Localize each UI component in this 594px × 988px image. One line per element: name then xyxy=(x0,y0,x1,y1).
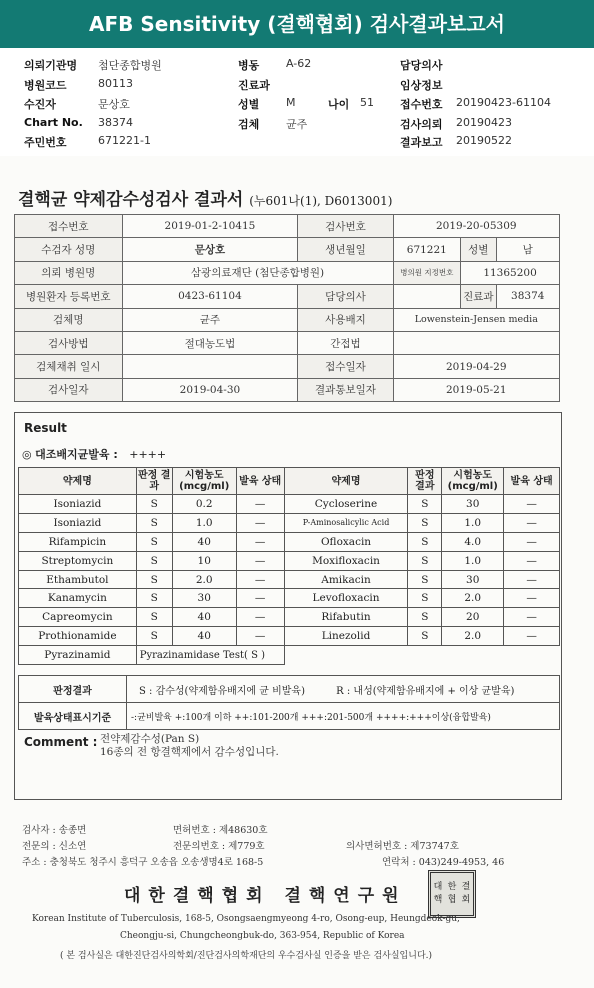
info-label: 검체명 xyxy=(15,308,123,331)
judge-legend-label: 판정결과 xyxy=(19,676,127,703)
col-conc: 시험농도 (mcg/ml) xyxy=(442,468,504,495)
footer-specialist-no: 전문의번호 : 제779호 xyxy=(173,841,265,852)
header-label: 의뢰기관명 xyxy=(24,59,78,72)
drug-judge: S xyxy=(136,570,172,589)
official-seal xyxy=(428,870,476,918)
drug-conc: 40 xyxy=(172,627,236,646)
table-row xyxy=(19,570,560,589)
judge-legend-s: S : 감수성(약제함유배지에 균 비발육) xyxy=(139,685,305,697)
pza-result: Pyrazinamidase Test( S ) xyxy=(136,646,284,665)
drug-judge: S xyxy=(408,608,442,627)
header-value: 균주 xyxy=(286,118,308,131)
drug-name: Ofloxacin xyxy=(284,532,408,551)
header-label: 수진자 xyxy=(24,98,56,111)
header-value: 20190522 xyxy=(456,134,512,147)
drug-name: Moxifloxacin xyxy=(284,551,408,570)
drug-conc: 30 xyxy=(442,570,504,589)
col-drug: 약제명 xyxy=(284,468,408,495)
header-label: 접수번호 xyxy=(400,98,443,111)
info-value: 남 xyxy=(496,238,559,261)
drug-conc: 2.0 xyxy=(172,570,236,589)
info-label: 사용배지 xyxy=(298,308,393,331)
drug-name: Amikacin xyxy=(284,570,408,589)
drug-name: Isoniazid xyxy=(19,495,137,514)
info-label: 병의원 지정번호 xyxy=(393,261,461,284)
drug-conc: 30 xyxy=(172,589,236,608)
col-judge: 판정 결과 xyxy=(408,468,442,495)
header-label: 검사의뢰 xyxy=(400,118,443,131)
header-label: Chart No. xyxy=(24,116,83,129)
footer-phone: 연락처 : 043)249-4953, 46 xyxy=(382,857,505,868)
seal-char: 회 xyxy=(461,895,471,905)
drug-conc: 30 xyxy=(442,495,504,514)
drug-name: Rifabutin xyxy=(284,608,408,627)
certification-note: ( 본 검사실은 대한진단검사의학회/진단검사의학재단의 우수검사실 인증을 받은 검사실입니다.) xyxy=(60,951,433,961)
target-circle-icon: ◎ xyxy=(22,448,32,461)
control-growth-value: ++++ xyxy=(129,448,167,461)
drug-judge: S xyxy=(136,608,172,627)
header-value: 671221-1 xyxy=(98,134,151,147)
info-value: 간접법 xyxy=(298,331,393,354)
header-value: 첨단종합병원 xyxy=(98,59,162,72)
info-label: 생년월일 xyxy=(298,238,393,261)
info-label: 담당의사 xyxy=(298,285,393,308)
drug-judge: S xyxy=(408,513,442,532)
header-value: 51 xyxy=(360,96,374,109)
info-value xyxy=(393,285,461,308)
drug-growth: — xyxy=(236,570,284,589)
info-value: 2019-01-2-10415 xyxy=(122,215,298,238)
drug-judge: S xyxy=(408,570,442,589)
info-value: 671221 xyxy=(393,238,461,261)
result-title: Result xyxy=(24,421,67,435)
drug-growth: — xyxy=(504,627,560,646)
seal-char: 핵 xyxy=(433,895,443,905)
info-value: 11365200 xyxy=(461,261,560,284)
drug-judge: S xyxy=(408,532,442,551)
report-banner: AFB Sensitivity (결핵협회) 검사결과보고서 xyxy=(0,0,594,48)
drug-growth: — xyxy=(236,513,284,532)
drug-judge: S xyxy=(136,627,172,646)
comment-line: 16종의 전 항결핵제에서 감수성입니다. xyxy=(100,746,279,758)
seal-char: 협 xyxy=(447,895,457,905)
info-value: 균주 xyxy=(122,308,298,331)
organization-address-en: Cheongju-si, Chungcheongbuk-do, 363-954, Republic of Korea xyxy=(120,931,405,941)
seal-char: 대 xyxy=(433,882,443,892)
info-empty xyxy=(393,331,559,354)
header-value: 20190423 xyxy=(456,116,512,129)
seal-char: 한 xyxy=(447,882,457,892)
drug-judge: S xyxy=(408,589,442,608)
footer-tester: 검사자 : 송종면 xyxy=(22,825,87,836)
drug-growth: — xyxy=(236,589,284,608)
info-value: 2019-20-05309 xyxy=(393,215,559,238)
header-value: 80113 xyxy=(98,77,133,90)
seal-char: 결 xyxy=(461,882,471,892)
drug-name: Kanamycin xyxy=(19,589,137,608)
info-label: 검체채취 일시 xyxy=(15,355,123,378)
drug-conc: 1.0 xyxy=(442,551,504,570)
header-value: 38374 xyxy=(98,116,133,129)
table-row xyxy=(19,646,560,665)
organization-address-en: Korean Institute of Tuberculosis, 168-5, Osongsaengmyeong 4-ro, Osong-eup, Heungdeok-gu, xyxy=(32,914,460,924)
drug-judge: S xyxy=(136,495,172,514)
legend-table xyxy=(18,675,560,730)
info-value: Lowenstein-Jensen media xyxy=(393,308,559,331)
header-label: 성별 xyxy=(238,98,260,111)
drug-growth: — xyxy=(236,495,284,514)
drug-growth: — xyxy=(504,551,560,570)
info-value: 2019-05-21 xyxy=(393,378,559,401)
info-value: 38374 xyxy=(496,285,559,308)
drug-judge: S xyxy=(136,513,172,532)
drug-conc: 2.0 xyxy=(442,627,504,646)
footer-doctor-license: 의사면허번호 : 제73747호 xyxy=(346,841,459,852)
request-header xyxy=(0,52,594,156)
table-row xyxy=(19,495,560,514)
info-value: 2019-04-29 xyxy=(393,355,559,378)
header-label: 임상정보 xyxy=(400,79,443,92)
info-value: 0423-61104 xyxy=(122,285,298,308)
drug-judge: S xyxy=(408,495,442,514)
info-label: 검사일자 xyxy=(15,378,123,401)
footer-tester-license: 면허번호 : 제48630호 xyxy=(173,825,268,836)
col-growth: 발육 상태 xyxy=(504,468,560,495)
comment-text xyxy=(100,733,279,759)
info-label: 의뢰 병원명 xyxy=(15,261,123,284)
footer-specialist: 전문의 : 신소연 xyxy=(22,841,87,852)
drug-conc: 1.0 xyxy=(442,513,504,532)
drug-name: Cycloserine xyxy=(284,495,408,514)
specimen-info-table xyxy=(14,214,560,402)
col-judge: 판정 결과 xyxy=(136,468,172,495)
drug-name: Isoniazid xyxy=(19,513,137,532)
info-label: 결과통보일자 xyxy=(298,378,393,401)
table-row xyxy=(19,608,560,627)
drug-name: P-Aminosalicylic Acid xyxy=(284,513,408,532)
drug-judge: S xyxy=(408,627,442,646)
grade-legend: -:균비발육 +:100개 이하 ++:101-200개 +++:201-500개 ++++:+++이상(융합발육) xyxy=(127,703,560,730)
header-label: 주민번호 xyxy=(24,136,67,149)
col-growth: 발육 상태 xyxy=(236,468,284,495)
drug-name: Streptomycin xyxy=(19,551,137,570)
control-growth-label: 대조배지균발육 : xyxy=(35,448,118,461)
judge-legend-r: R : 내성(약제함유배지에 + 이상 균발육) xyxy=(336,685,515,697)
header-value: M xyxy=(286,96,296,109)
info-label: 성별 xyxy=(461,238,496,261)
header-value: 문상호 xyxy=(98,98,130,111)
table-row xyxy=(19,513,560,532)
drug-name: Capreomycin xyxy=(19,608,137,627)
info-label: 진료과 xyxy=(461,285,496,308)
col-conc: 시험농도 (mcg/ml) xyxy=(172,468,236,495)
drug-name: Prothionamide xyxy=(19,627,137,646)
drug-conc: 2.0 xyxy=(442,589,504,608)
drug-growth: — xyxy=(504,532,560,551)
drug-name: Levofloxacin xyxy=(284,589,408,608)
organization-name: 대한결핵협회 결핵연구원 xyxy=(124,886,407,906)
drug-conc: 0.2 xyxy=(172,495,236,514)
header-label: 검체 xyxy=(238,118,260,131)
report-code: (누601나(1), D6013001) xyxy=(249,194,393,208)
info-label: 접수일자 xyxy=(298,355,393,378)
drug-conc: 40 xyxy=(172,532,236,551)
drug-conc: 4.0 xyxy=(442,532,504,551)
drug-name: Ethambutol xyxy=(19,570,137,589)
info-value: 문상호 xyxy=(122,238,298,261)
drug-judge: S xyxy=(136,532,172,551)
header-label: 담당의사 xyxy=(400,59,443,72)
info-label: 검사방법 xyxy=(15,331,123,354)
comment-line: 전약제감수성(Pan S) xyxy=(100,733,200,745)
drug-growth: — xyxy=(236,551,284,570)
header-label: 병원코드 xyxy=(24,79,67,92)
control-growth xyxy=(22,446,166,462)
drug-judge: S xyxy=(136,551,172,570)
drug-conc: 10 xyxy=(172,551,236,570)
drug-growth: — xyxy=(504,513,560,532)
drug-growth: — xyxy=(504,570,560,589)
drug-growth: — xyxy=(504,495,560,514)
report-title-text: 결핵균 약제감수성검사 결과서 xyxy=(18,190,244,210)
info-value: 절대농도법 xyxy=(122,331,298,354)
col-drug: 약제명 xyxy=(19,468,137,495)
info-value: 2019-04-30 xyxy=(122,378,298,401)
drug-name: Pyrazinamid xyxy=(19,646,137,665)
grade-legend-label: 발육상태표시기준 xyxy=(19,703,127,730)
table-row xyxy=(19,627,560,646)
drug-conc: 40 xyxy=(172,608,236,627)
table-row xyxy=(19,532,560,551)
drug-judge: S xyxy=(136,589,172,608)
info-label: 검사번호 xyxy=(298,215,393,238)
footer-address: 주소 : 충청북도 청주시 흥덕구 오송읍 오송생명4로 168-5 xyxy=(22,857,264,868)
drug-growth: — xyxy=(504,608,560,627)
info-label: 접수번호 xyxy=(15,215,123,238)
drug-growth: — xyxy=(236,532,284,551)
drug-judge: S xyxy=(408,551,442,570)
info-label: 병원환자 등록번호 xyxy=(15,285,123,308)
header-label: 병동 xyxy=(238,59,260,72)
info-label: 수검자 성명 xyxy=(15,238,123,261)
header-label: 나이 xyxy=(328,98,350,111)
header-value: A-62 xyxy=(286,57,312,70)
drug-result-table xyxy=(18,467,560,665)
drug-name: Linezolid xyxy=(284,627,408,646)
drug-name: Rifampicin xyxy=(19,532,137,551)
info-value: 삼광의료재단 (첨단종합병원) xyxy=(122,261,393,284)
header-label: 진료과 xyxy=(238,79,270,92)
report-title xyxy=(18,185,392,210)
table-row xyxy=(19,551,560,570)
header-value: 20190423-61104 xyxy=(456,96,551,109)
table-row xyxy=(19,589,560,608)
drug-conc: 1.0 xyxy=(172,513,236,532)
drug-growth: — xyxy=(236,627,284,646)
header-label: 결과보고 xyxy=(400,136,443,149)
info-value xyxy=(122,355,298,378)
comment-label: Comment : xyxy=(24,735,98,749)
drug-growth: — xyxy=(236,608,284,627)
drug-growth: — xyxy=(504,589,560,608)
drug-conc: 20 xyxy=(442,608,504,627)
